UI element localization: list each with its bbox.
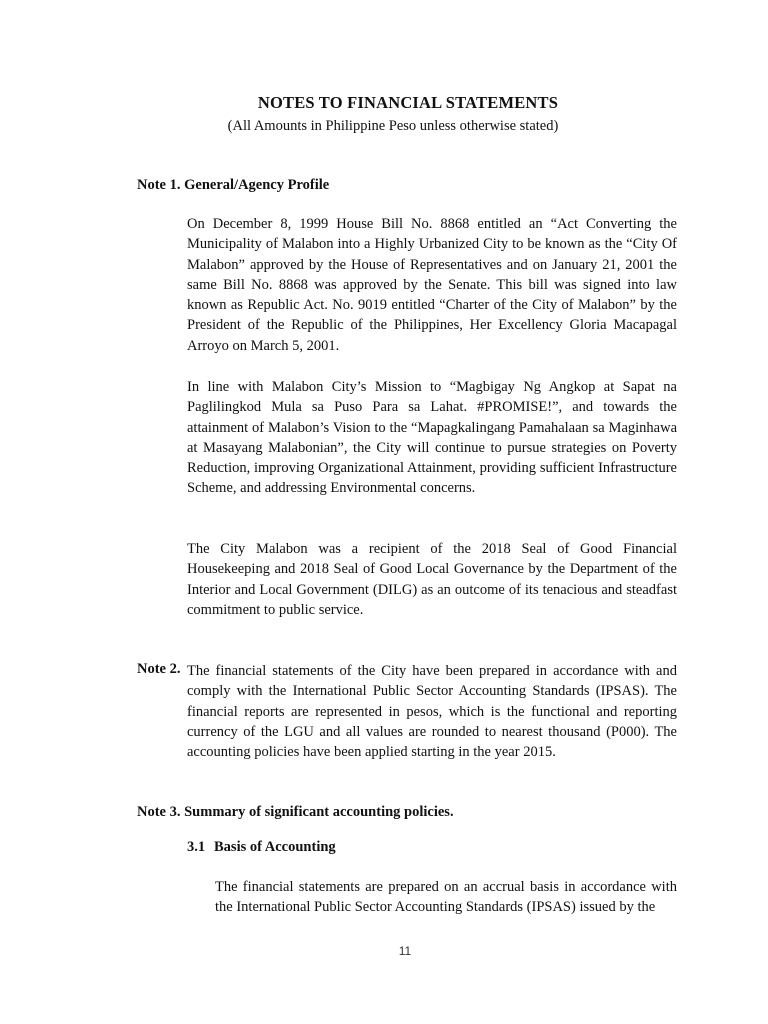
- note1-paragraph-2: In line with Malabon City’s Mission to “Magbigay Ng Angkop at Sapat na Paglilingkod Mula sa Puso Para sa Lahat. #PROMISE!”, and towards the attainment of Malabon’s Vision to the “Mapagkalingang Pamahalaan sa Maginhawa at Masayang Malabonian”, the City will continue to pursue strategies on Poverty Reduction, improving Organizational Attainment, providing sufficient Infrastructure Scheme, and addressing Environmental concerns.: [187, 379, 677, 497]
- note1-paragraph-1: On December 8, 1999 House Bill No. 8868 entitled an “Act Converting the Municipality of Malabon into a Highly Urbanized City to be known as the “City Of Malabon” approved by the House of Representatives and on January 21, 2001 the same Bill No. 8868 was approved by the Senate. This bill was signed into law known as Republic Act. No. 9019 entitled “Charter of the City of Malabon” by the President of the Republic of the Philippines, Her Excellency Gloria Macapagal Arroyo on March 5, 2001.: [187, 216, 677, 354]
- page-number: 11: [398, 944, 412, 958]
- document-title: NOTES TO FINANCIAL STATEMENTS: [257, 93, 559, 112]
- section-3-1-paragraph: The financial statements are prepared on an accrual basis in accordance with the International Public Sector Accounting Standards (IPSAS) issued by the: [215, 879, 677, 916]
- section-number: 3.1: [187, 839, 206, 855]
- note1-heading: Note 1. General/Agency Profile: [137, 177, 330, 193]
- note1-paragraph-3: The City Malabon was a recipient of the 2018 Seal of Good Financial Housekeeping and 2018 Seal of Good Local Governance by the Department of the Interior and Local Government (DILG) as an outcome of its tenacious and steadfast commitment to public service.: [187, 541, 677, 618]
- document-subtitle: (All Amounts in Philippine Peso unless otherwise stated): [227, 118, 559, 134]
- note2-paragraph: The financial statements of the City have been prepared in accordance with and comply with the International Public Sector Accounting Standards (IPSAS). The financial reports are represented in pesos, which is the functional and reporting currency of the LGU and all values are rounded to nearest thousand (P000). The accounting policies have been applied starting in the year 2015.: [187, 663, 677, 761]
- section-3-1-heading: [187, 839, 336, 856]
- note3-heading: Note 3. Summary of significant accounting policies.: [137, 804, 454, 820]
- section-title: Basis of Accounting: [214, 839, 336, 855]
- note2-label: Note 2.: [137, 661, 181, 677]
